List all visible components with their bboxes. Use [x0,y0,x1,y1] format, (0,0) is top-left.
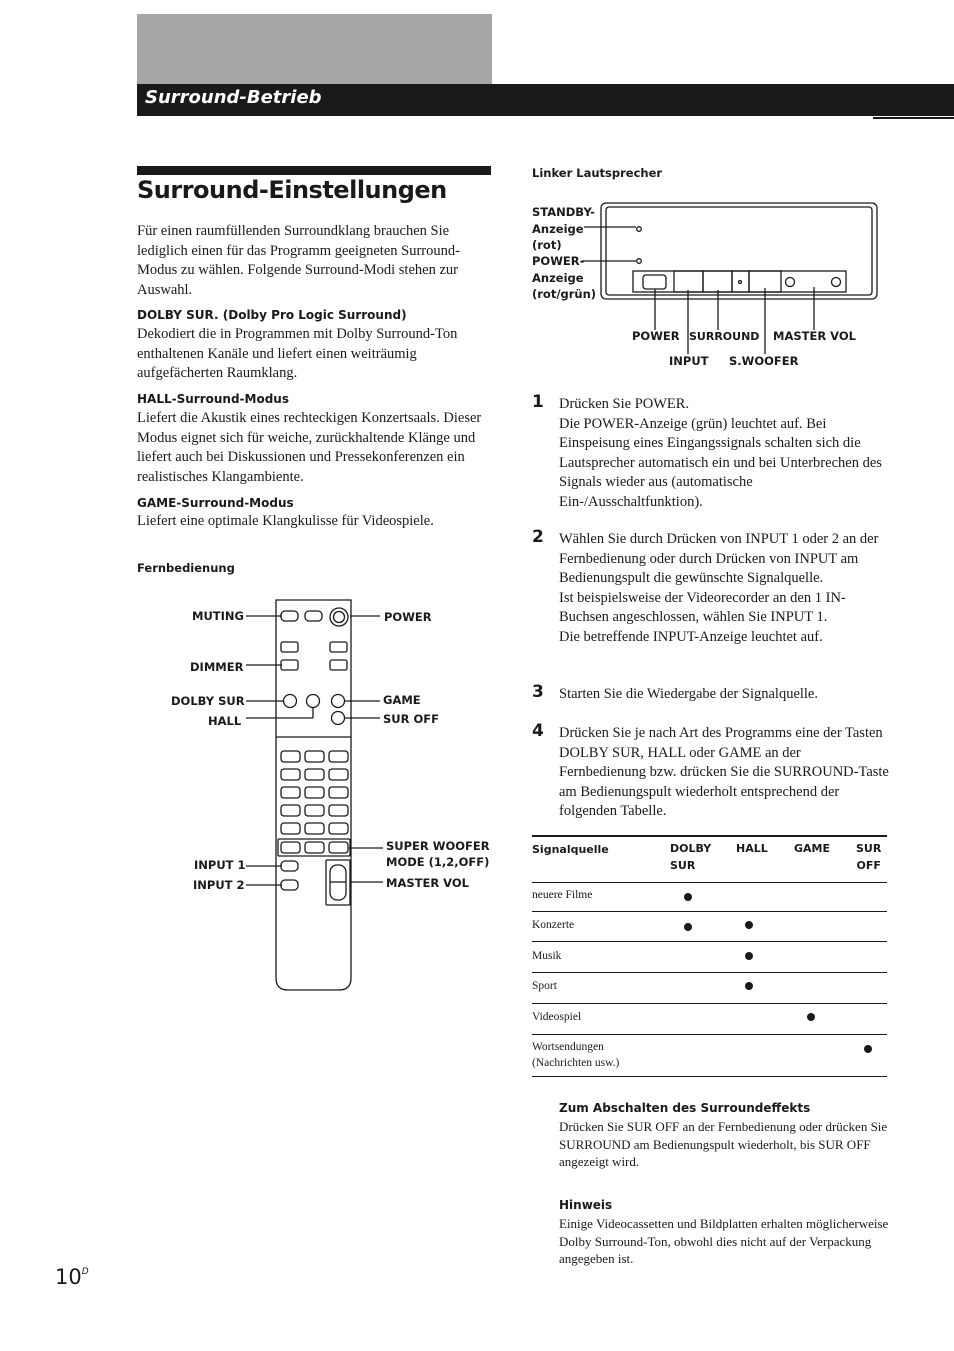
remote-label-dimmer: DIMMER [190,660,244,674]
table-mark-dot [745,952,753,960]
page-number-suffix: D [81,1267,89,1277]
table-mark-dot [864,1045,872,1053]
speaker-label-power: POWER [632,329,680,343]
table-cell-source: neuere Filme [532,889,593,901]
note-text-surround-off: Drücken Sie SUR OFF an der Fernbedienung oder drücken Sie SURROUND am Bedienungspult wiederholt, bis SUR OFF angezeigt wird. [559,1119,888,1169]
table-cell-source: Sport [532,980,557,992]
section-title: Surround-Betrieb [145,87,322,108]
remote-label-super-woofer-mode: MODE (1,2,OFF) [386,855,490,869]
mode-heading-game: GAME-Surround-Modus [137,496,294,510]
mode-text-hall: Liefert die Akustik eines rechteckigen Konzertsaals. Dieser Modus eignet sich für weiche, zurückhaltende Klänge und liefert auch bei Diskussionen und Pressekonferenzen ein realistisches Klangambiente. [137,410,482,485]
remote-label-input1: INPUT 1 [194,858,246,872]
table-cell-source: Musik [532,950,562,962]
note-heading-surround-off: Zum Abschalten des Surroundeffekts [559,1101,811,1115]
remote-label-dolby-sur: DOLBY SUR [171,694,245,708]
remote-label-power: POWER [384,610,432,624]
speaker-power-indicator-label: POWER- Anzeige (rot/grün) [532,254,597,301]
table-cell-source: Videospiel [532,1011,582,1023]
table-mark-dot [807,1013,815,1021]
table-header-hall: HALL [736,842,768,855]
table-mark-dot [684,893,692,901]
table-cell-source: Wortsendungen (Nachrichten usw.) [532,1041,620,1069]
table-row-divider [532,911,887,912]
table-header-game: GAME [794,842,831,855]
step-3-number: 3 [532,682,544,702]
remote-label-muting: MUTING [192,609,244,623]
table-header-signalquelle: Signalquelle [532,843,609,856]
table-row-divider [532,1034,887,1035]
mode-heading-dolby: DOLBY SUR. (Dolby Pro Logic Surround) [137,308,407,322]
note-text-hinweis: Einige Videocassetten und Bildplatten erhalten möglicherweise Dolby Surround-Ton, obwohl dies nicht auf der Verpackung angegeben ist. [559,1216,889,1266]
speaker-label-surround: SURROUND [689,330,760,343]
table-top-rule [532,835,887,837]
table-row-divider [532,1003,887,1004]
speaker-standby-indicator-label: STANDBY- Anzeige (rot) [532,205,595,252]
step-1-text: Drücken Sie POWER. Die POWER-Anzeige (grün) leuchtet auf. Bei Einspeisung eines Eingangssignals schalten sich die Lautsprecher automatisch ein und bei Unterbrechen des Signals wieder aus (automatische Ein-/Ausschaltfunktion). [559,396,882,510]
speaker-label-input: INPUT [669,354,709,368]
table-mark-dot [684,923,692,931]
step-4-text: Drücken Sie je nach Art des Programms eine der Tasten DOLBY SUR, HALL oder GAME an der Fernbedienung bzw. drücken Sie die SURROUND-Taste am Bedienungspult wiederholt entsprechend der folgenden Tabelle. [559,725,889,819]
intro-paragraph: Für einen raumfüllenden Surroundklang brauchen Sie lediglich einen für das Programm geeigneten Surround-Modus zu wählen. Folgende Surround-Modi stehen zur Auswahl. [137,223,460,298]
table-row-divider [532,882,887,883]
note-heading-hinweis: Hinweis [559,1198,613,1212]
remote-label-hall: HALL [208,714,242,728]
table-row-divider [532,972,887,973]
table-mark-dot [745,982,753,990]
step-3-text: Starten Sie die Wiedergabe der Signalquelle. [559,686,818,702]
table-header-sur-off: SUR OFF [856,842,882,872]
remote-caption: Fernbedienung [137,561,235,575]
step-4-number: 4 [532,721,544,741]
step-2-text: Wählen Sie durch Drücken von INPUT 1 oder 2 an der Fernbedienung oder durch Drücken von INPUT am Bedienungspult die gewünschte Signalquelle. Ist beispielsweise der Videorecorder an den 1 IN-Buchsen angeschlossen, wählen Sie INPUT 1. Die betreffende INPUT-Anzeige leuchtet auf. [559,531,879,645]
remote-label-input2: INPUT 2 [193,878,245,892]
table-header-dolby-sur: DOLBY SUR [670,842,712,872]
remote-label-sur-off: SUR OFF [383,712,439,726]
mode-heading-hall: HALL-Surround-Modus [137,392,289,406]
page-number-value: 10 [55,1265,82,1289]
remote-label-game: GAME [383,693,421,707]
speaker-caption: Linker Lautsprecher [532,166,663,180]
speaker-label-master-vol: MASTER VOL [773,329,856,343]
mode-text-game: Liefert eine optimale Klangkulisse für Videospiele. [137,513,434,529]
step-1-number: 1 [532,392,544,412]
page-number [55,1265,89,1289]
table-cell-source: Konzerte [532,919,575,931]
speaker-label-swoofer: S.WOOFER [729,354,799,368]
remote-label-super-woofer: SUPER WOOFER [386,839,490,853]
step-2-number: 2 [532,527,544,547]
table-mark-dot [745,921,753,929]
mode-text-dolby: Dekodiert die in Programmen mit Dolby Surround-Ton enthaltenen Kanäle und liefert einen weiträumig aufgefächerten Raumklang. [137,326,458,381]
page-title: Surround-Einstellungen [137,176,447,204]
remote-label-master-vol: MASTER VOL [386,876,469,890]
table-bottom-rule [532,1076,887,1077]
table-row-divider [532,941,887,942]
